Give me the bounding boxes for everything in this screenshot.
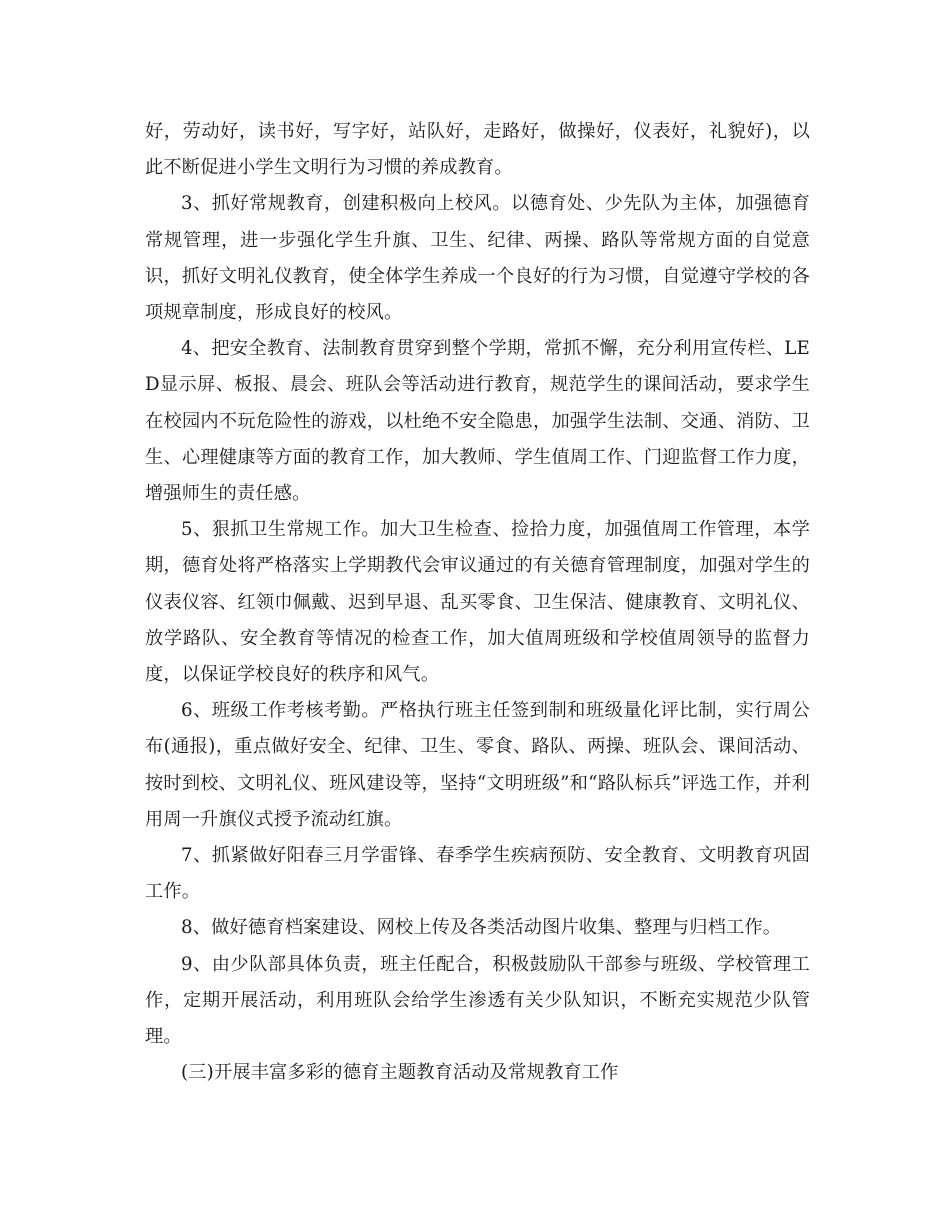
document-body bbox=[145, 114, 810, 1091]
paragraph-item-3: 3、抓好常规教育，创建积极向上校风。以德育处、少先队为主体，加强德育常规管理，进一步强化学生升旗、卫生、纪律、两操、路队等常规方面的自觉意识，抓好文明礼仪教育，使全体学生养成一个良好的行为习惯，自觉遵守学校的各项规章制度，形成良好的校风。 bbox=[145, 193, 810, 324]
paragraph-item-7: 7、抓紧做好阳春三月学雷锋、春季学生疾病预防、安全教育、文明教育巩固工作。 bbox=[145, 845, 810, 903]
section-heading: (三)开展丰富多彩的德育主题教育活动及常规教育工作 bbox=[181, 1062, 619, 1084]
paragraph-item-9: 9、由少队部具体负责，班主任配合，积极鼓励队干部参与班级、学校管理工作，定期开展活动，利用班队会给学生渗透有关少队知识，不断充实规范少队管理。 bbox=[145, 953, 810, 1048]
paragraph-item-4: 4、把安全教育、法制教育贯穿到整个学期，常抓不懈，充分利用宣传栏、LED显示屏、板报、晨会、班队会等活动进行教育，规范学生的课间活动，要求学生在校园内不玩危险性的游戏，以杜绝不安全隐患，加强学生法制、交通、消防、卫生、心理健康等方面的教育工作，加大教师、学生值周工作、门迎监督工作力度，增强师生的责任感。 bbox=[145, 338, 810, 505]
paragraph-item-5: 5、狠抓卫生常规工作。加大卫生检查、捡拾力度，加强值周工作管理，本学期，德育处将严格落实上学期教代会审议通过的有关德育管理制度，加强对学生的仪表仪容、红领巾佩戴、迟到早退、乱买零食、卫生保洁、健康教育、文明礼仪、放学路队、安全教育等情况的检查工作，加大值周班级和学校值周领导的监督力度，以保证学校良好的秩序和风气。 bbox=[145, 519, 810, 686]
paragraph-continued: 好，劳动好，读书好，写字好，站队好，走路好，做操好，仪表好，礼貌好)，以此不断促进小学生文明行为习惯的养成教育。 bbox=[145, 121, 810, 179]
paragraph-item-8: 8、做好德育档案建设、网校上传及各类活动图片收集、整理与归档工作。 bbox=[181, 917, 782, 939]
paragraph-item-6: 6、班级工作考核考勤。严格执行班主任签到制和班级量化评比制，实行周公布(通报)，重点做好安全、纪律、卫生、零食、路队、两操、班队会、课间活动、按时到校、文明礼仪、班风建设等，坚持“文明班级”和“路队标兵”评选工作，并利用周一升旗仪式授予流动红旗。 bbox=[145, 700, 810, 830]
